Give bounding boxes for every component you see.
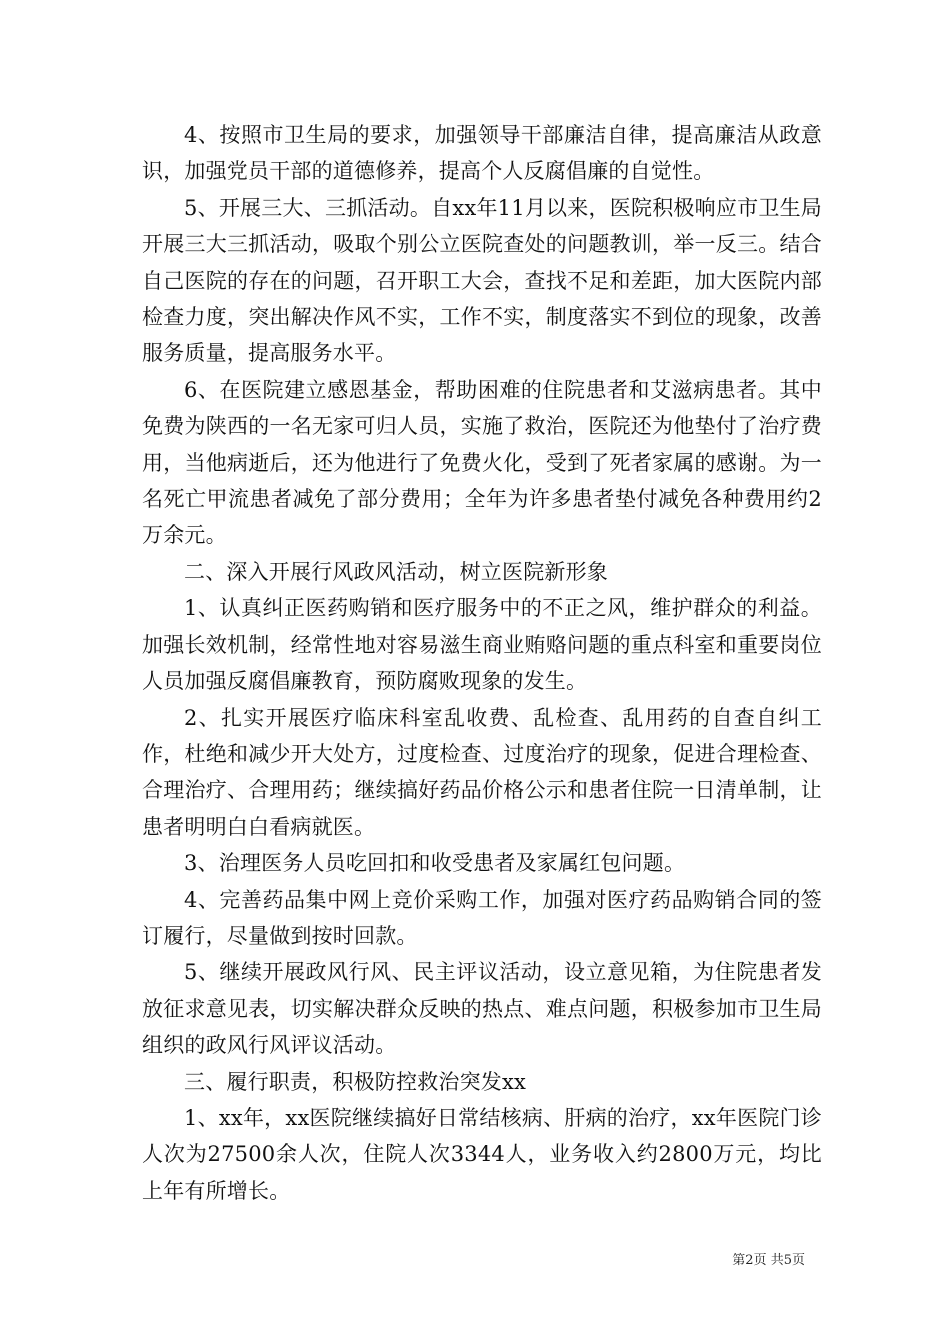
- paragraph-2-4: 4、完善药品集中网上竞价采购工作，加强对医疗药品购销合同的签订履行，尽量做到按时回款。: [142, 887, 822, 948]
- paragraph-2-5: 5、继续开展政风行风、民主评议活动，设立意见箱，为住院患者发放征求意见表，切实解决群众反映的热点、难点问题，积极参加市卫生局组织的政风行风评议活动。: [142, 960, 822, 1058]
- footer-middle: 页 共: [753, 1253, 784, 1268]
- footer-current-page: 2: [745, 1253, 754, 1268]
- paragraph-2-3: 3、治理医务人员吃回扣和收受患者及家属红包问题。: [184, 851, 686, 876]
- footer-prefix: 第: [732, 1253, 746, 1268]
- paragraph-2-1: 1、认真纠正医药购销和医疗服务中的不正之风，维护群众的利益。加强长效机制，经常性地对容易滋生商业贿赂问题的重点科室和重要岗位人员加强反腐倡廉教育，预防腐败现象的发生。: [142, 596, 822, 694]
- section-heading-3: 三、履行职责，积极防控救治突发xx: [184, 1069, 527, 1094]
- paragraph-2-2: 2、扎实开展医疗临床科室乱收费、乱检查、乱用药的自查自纠工作，杜绝和减少开大处方，过度检查、过度治疗的现象，促进合理检查、合理治疗、合理用药；继续搞好药品价格公示和患者住院一日清单制，让患者明明白白看病就医。: [142, 705, 822, 839]
- page-number-footer: [732, 1249, 805, 1268]
- paragraph-3-1: 1、xx年，xx医院继续搞好日常结核病、肝病的治疗，xx年医院门诊人次为27500余人次，住院人次3344人，业务收入约2800万元，均比上年有所增长。: [142, 1105, 822, 1203]
- footer-suffix: 页: [791, 1253, 805, 1268]
- paragraph-item-5: 5、开展三大、三抓活动。自xx年11月以来，医院积极响应市卫生局开展三大三抓活动，吸取个别公立医院查处的问题教训，举一反三。结合自己医院的存在的问题，召开职工大会，查找不足和差距，加大医院内部检查力度，突出解决作风不实，工作不实，制度落实不到位的现象，改善服务质量，提高服务水平。: [142, 195, 822, 366]
- footer-total-pages: 5: [783, 1253, 792, 1268]
- section-heading-2: 二、深入开展行风政风活动，树立医院新形象: [184, 559, 608, 584]
- paragraph-item-4: 4、按照市卫生局的要求，加强领导干部廉洁自律，提高廉洁从政意识，加强党员干部的道德修养，提高个人反腐倡廉的自觉性。: [142, 123, 822, 184]
- document-body: [142, 117, 822, 1209]
- paragraph-item-6: 6、在医院建立感恩基金，帮助困难的住院患者和艾滋病患者。其中免费为陕西的一名无家可归人员，实施了救治，医院还为他垫付了治疗费用，当他病逝后，还为他进行了免费火化，受到了死者家属的感谢。为一名死亡甲流患者减免了部分费用；全年为许多患者垫付减免各种费用约2万余元。: [142, 377, 822, 548]
